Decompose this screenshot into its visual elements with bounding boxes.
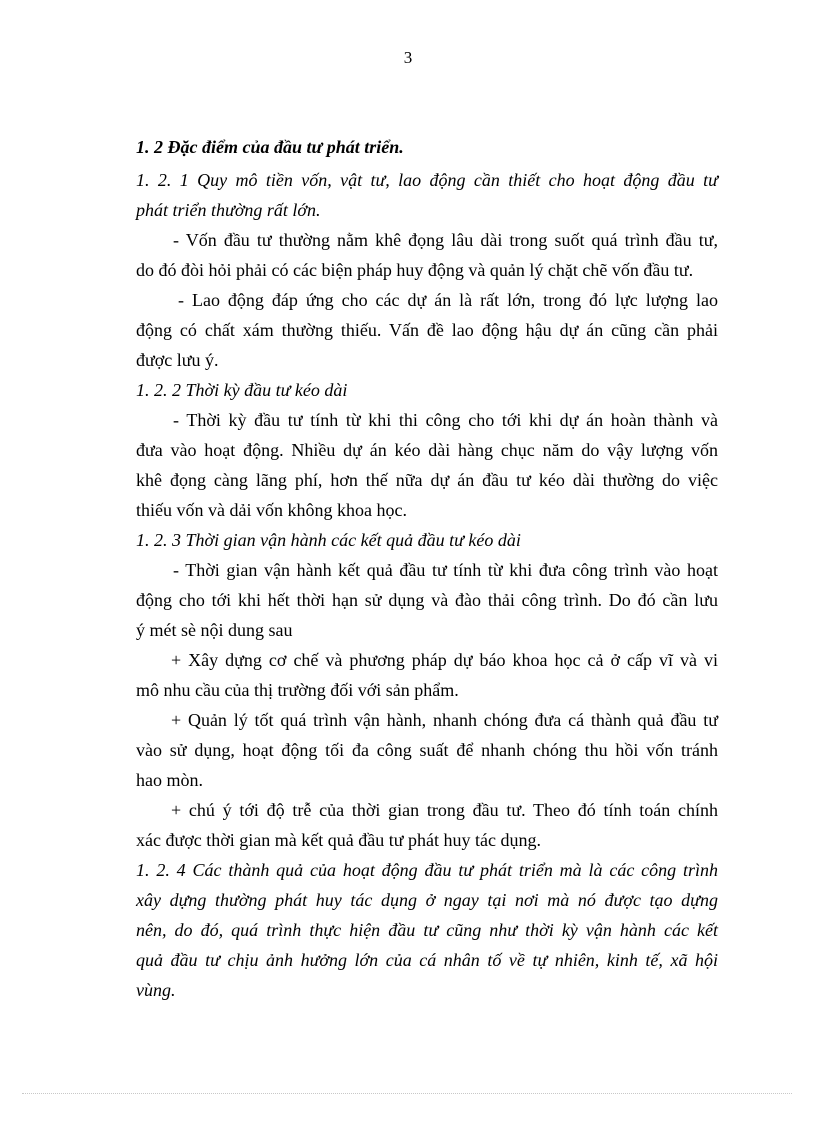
paragraph-line: do đó đòi hỏi phải có các biện pháp huy động và quản lý chặt chẽ vốn đầu tư.	[136, 260, 694, 280]
bullet-line: vào sử dụng, hoạt động tối đa công suất để nhanh chóng thu hồi vốn tránh	[136, 740, 718, 760]
bullet-line: + chú ý tới độ trễ của thời gian trong đầu tư. Theo đó tính toán chính	[171, 800, 718, 820]
paragraph-line: động có chất xám thường thiếu. Vấn đề lao động hậu dự án cũng cần phải	[136, 320, 718, 340]
bullet-line: + Quản lý tốt quá trình vận hành, nhanh chóng đưa cá thành quả đầu tư	[171, 710, 718, 730]
page-number: 3	[403, 48, 413, 67]
subsection-paragraph-line: nên, do đó, quá trình thực hiện đầu tư cũng như thời kỳ vận hành các kết	[136, 920, 718, 940]
subsection-paragraph-line: quả đầu tư chịu ảnh hưởng lớn của cá nhân tố về tự nhiên, kinh tế, xã hội	[136, 950, 718, 970]
subsection-paragraph-line: vùng.	[136, 980, 176, 1000]
section-heading: 1. 2 Đặc điểm của đầu tư phát triển.	[136, 137, 404, 157]
document-body	[136, 135, 718, 1005]
paragraph-line: thiếu vốn và dải vốn không khoa học.	[136, 500, 407, 520]
subsection-paragraph-line: 1. 2. 4 Các thành quả của hoạt động đầu tư phát triển mà là các công trình	[136, 860, 718, 880]
subsection-title: 1. 2. 2 Thời kỳ đầu tư kéo dài	[136, 380, 348, 400]
subsection-paragraph-line: xây dựng thường phát huy tác dụng ở ngay tại nơi mà nó được tạo dựng	[136, 890, 718, 910]
page-bottom-divider	[22, 1093, 792, 1094]
subsection-title-line: phát triển thường rất lớn.	[136, 200, 321, 220]
bullet-line: mô nhu cầu của thị trường đối với sản phẩm.	[136, 680, 459, 700]
paragraph-line: động cho tới khi hết thời hạn sử dụng và đào thải công trình. Do đó cần lưu	[136, 590, 718, 610]
paragraph-line: - Thời kỳ đầu tư tính từ khi thi công cho tới khi dự án hoàn thành và	[173, 410, 718, 430]
paragraph-line: khê đọng càng lãng phí, hơn thế nữa dự án đầu tư kéo dài thường do việc	[136, 470, 718, 490]
paragraph-line: - Thời gian vận hành kết quả đầu tư tính từ khi đưa công trình vào hoạt	[173, 560, 718, 580]
bullet-line: hao mòn.	[136, 770, 203, 790]
bullet-line: xác được thời gian mà kết quả đầu tư phát huy tác dụng.	[136, 830, 541, 850]
paragraph-line: đưa vào hoạt động. Nhiều dự án kéo dài hàng chục năm do vậy lượng vốn	[136, 440, 718, 460]
paragraph-line: ý mét sè nội dung sau	[136, 620, 293, 640]
subsection-title-line: 1. 2. 1 Quy mô tiền vốn, vật tư, lao động cần thiết cho hoạt động đầu tư	[136, 170, 718, 190]
subsection-title: 1. 2. 3 Thời gian vận hành các kết quả đầu tư kéo dài	[136, 530, 521, 550]
paragraph-line: - Lao động đáp ứng cho các dự án là rất lớn, trong đó lực lượng lao	[178, 290, 718, 310]
bullet-line: + Xây dựng cơ chế và phương pháp dự báo khoa học cả ở cấp vĩ và vi	[171, 650, 718, 670]
paragraph-line: - Vốn đầu tư thường nằm khê đọng lâu dài trong suốt quá trình đầu tư,	[173, 230, 718, 250]
paragraph-line: được lưu ý.	[136, 350, 219, 370]
